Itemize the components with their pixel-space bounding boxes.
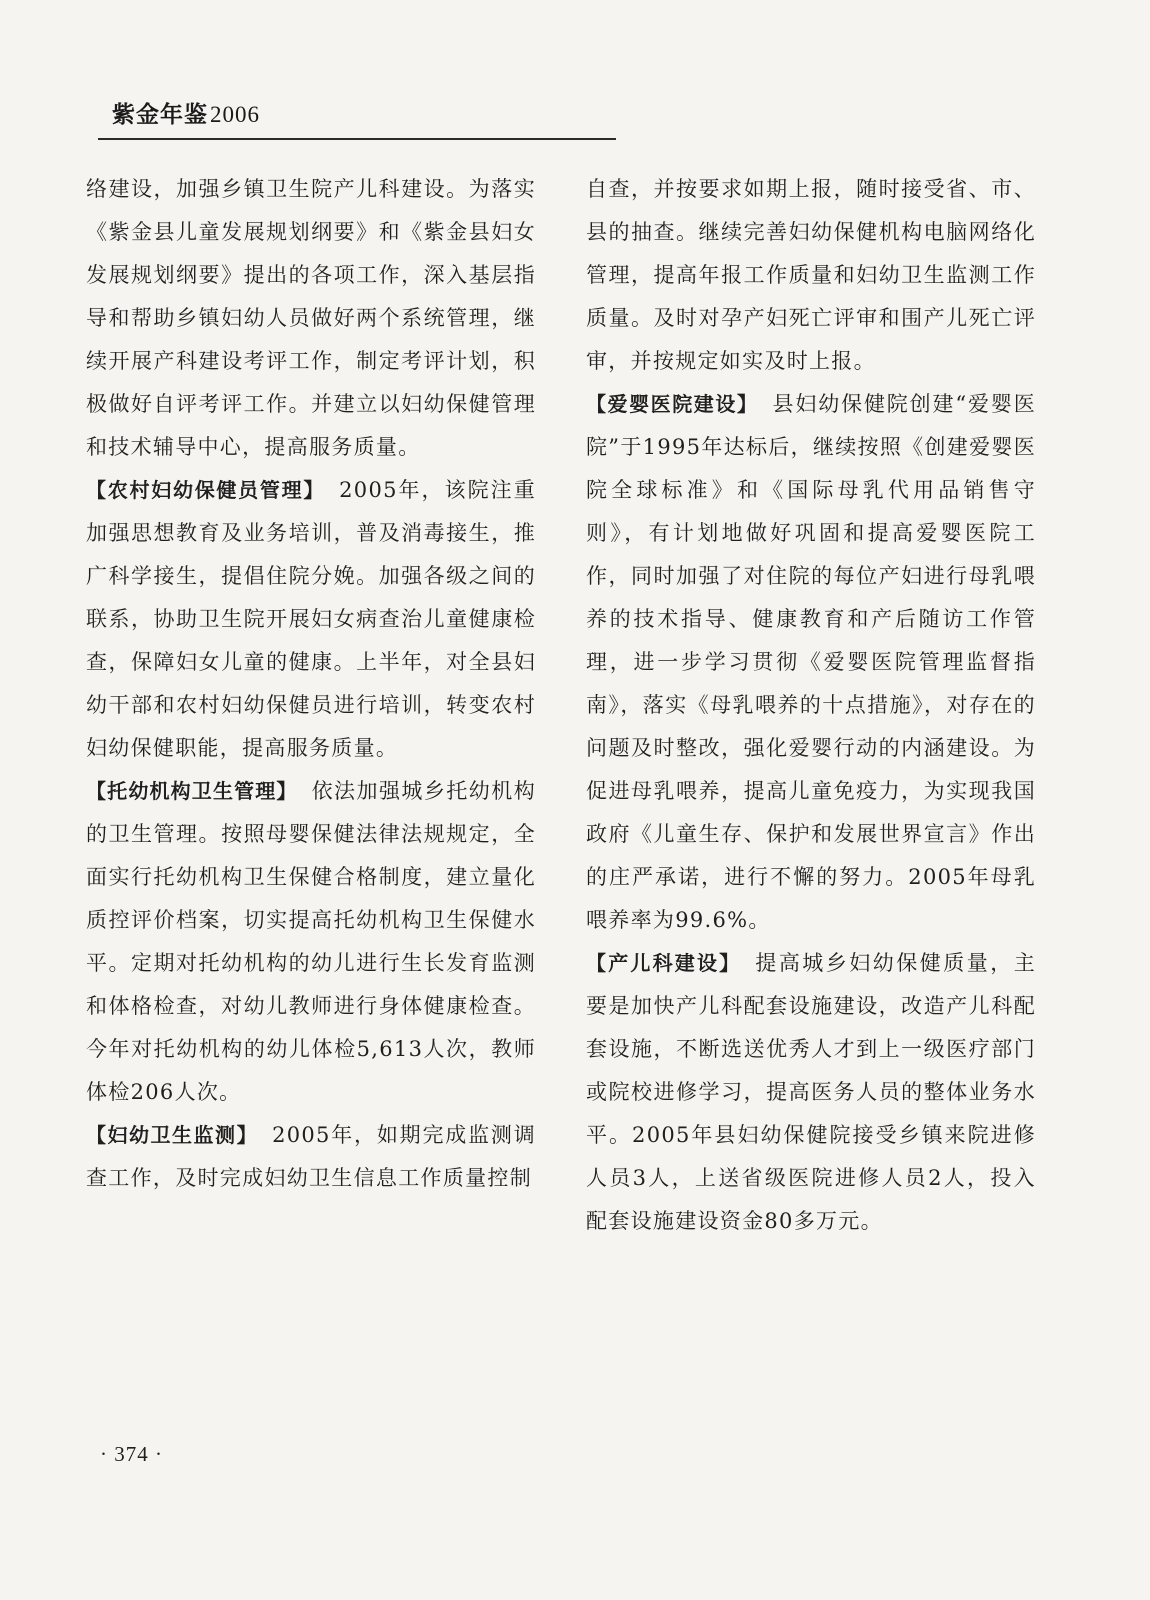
- section-body: 县妇幼保健院创建“爱婴医院”于1995年达标后，继续按照《创建爱婴医院全球标准》和《国际母乳代用品销售守则》，有计划地做好巩固和提高爱婴医院工作，同时加强了对住院的每位产妇进行母乳喂养的技术指导、健康教育和产后随访工作管理，进一步学习贯彻《爱婴医院管理监督指南》，落实《母乳喂养的十点措施》，对存在的问题及时整改，强化爱婴行动的内涵建设。为促进母乳喂养，提高儿童免疫力，为实现我国政府《儿童生存、保护和发展世界宣言》作出的庄严承诺，进行不懈的努力。2005年母乳喂养率为99.6%。: [586, 392, 1037, 932]
- section-heading: 【托幼机构卫生管理】: [86, 779, 298, 803]
- paragraph-text: 自查，并按要求如期上报，随时接受省、市、县的抽查。继续完善妇幼保健机构电脑网络化管理，提高年报工作质量和妇幼卫生监测工作质量。及时对孕产妇死亡评审和围产儿死亡评审，并按规定如实及时上报。: [586, 177, 1036, 373]
- section-health-monitoring: [86, 1114, 536, 1200]
- section-body: 2005年，如期完成监测调查工作，及时完成妇幼卫生信息工作质量控制: [86, 1123, 537, 1190]
- paragraph-continued: [86, 168, 536, 469]
- section-heading: 【妇幼卫生监测】: [86, 1123, 259, 1147]
- paragraph-continued: [586, 168, 1036, 383]
- running-head: [112, 96, 260, 129]
- section-baby-friendly-hospital: [586, 383, 1036, 942]
- section-rural-health-workers: [86, 469, 536, 770]
- yearbook-year: 2006: [210, 102, 260, 127]
- section-body: 依法加强城乡托幼机构的卫生管理。按照母婴保健法律法规规定，全面实行托幼机构卫生保健合格制度，建立量化质控评价档案，切实提高托幼机构卫生保健水平。定期对托幼机构的幼儿进行生长发育监测和体格检查，对幼儿教师进行身体健康检查。今年对托幼机构的幼儿体检5,613人次，教师体检206人次。: [86, 779, 537, 1104]
- header-rule: [98, 138, 616, 140]
- left-column: [86, 168, 536, 1200]
- yearbook-title: 紫金年鉴: [112, 101, 208, 128]
- section-body: 2005年，该院注重加强思想教育及业务培训，普及消毒接生，推广科学接生，提倡住院分娩。加强各级之间的联系，协助卫生院开展妇女病查治儿童健康检查，保障妇女儿童的健康。上半年，对全县妇幼干部和农村妇幼保健员进行培训，转变农村妇幼保健职能，提高服务质量。: [86, 478, 536, 760]
- right-column: [586, 168, 1036, 1243]
- page-number: · 374 ·: [100, 1442, 163, 1466]
- section-body: 提高城乡妇幼保健质量，主要是加快产儿科配套设施建设，改造产儿科配套设施，不断选送优秀人才到上一级医疗部门或院校进修学习，提高医务人员的整体业务水平。2005年县妇幼保健院接受乡镇来院进修人员3人，上送省级医院进修人员2人，投入配套设施建设资金80多万元。: [586, 951, 1036, 1233]
- paragraph-text: 络建设，加强乡镇卫生院产儿科建设。为落实《紫金县儿童发展规划纲要》和《紫金县妇女发展规划纲要》提出的各项工作，深入基层指导和帮助乡镇妇幼人员做好两个系统管理，继续开展产科建设考评工作，制定考评计划，积极做好自评考评工作。并建立以妇幼保健管理和技术辅导中心，提高服务质量。: [86, 177, 536, 459]
- section-heading: 【爱婴医院建设】: [586, 392, 759, 416]
- section-heading: 【产儿科建设】: [586, 951, 742, 975]
- section-childcare-hygiene: [86, 770, 536, 1114]
- section-heading: 【农村妇幼保健员管理】: [86, 478, 326, 502]
- section-obstetrics-pediatrics: [586, 942, 1036, 1243]
